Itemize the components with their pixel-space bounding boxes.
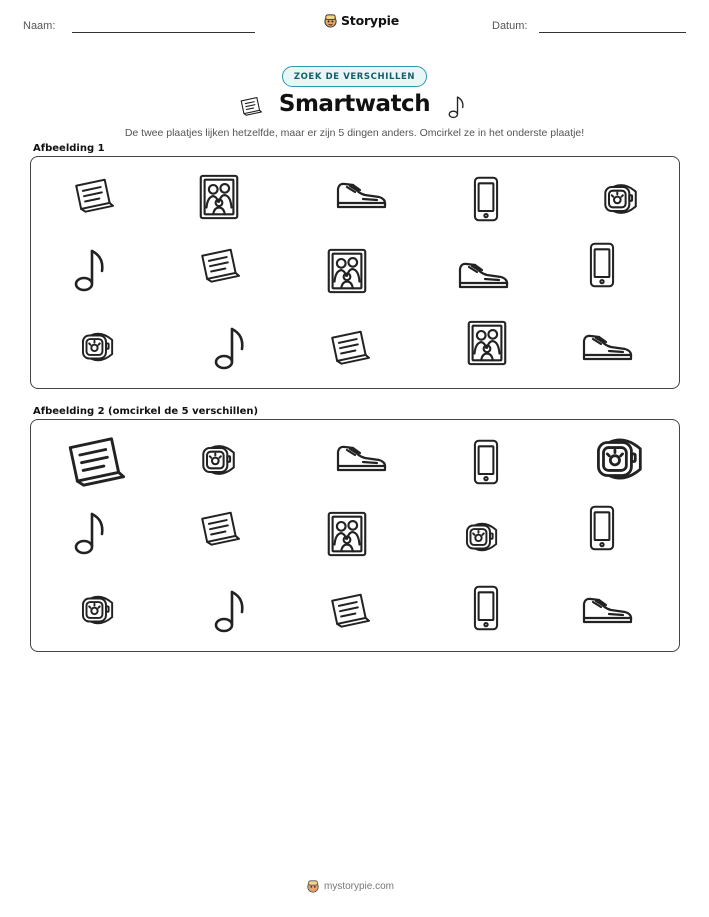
phone-icon (587, 241, 617, 289)
logo-text: Storypie (341, 13, 399, 28)
music-note-icon (71, 245, 111, 295)
panel2-label: Afbeelding 2 (omcirkel de 5 verschillen) (33, 406, 259, 417)
panel2-box[interactable] (30, 419, 680, 652)
phone-icon[interactable] (471, 438, 501, 486)
date-line[interactable] (539, 32, 686, 33)
footer-url[interactable]: mystorypie.com (324, 880, 395, 892)
music-note-icon (446, 94, 468, 120)
book-icon (327, 327, 373, 367)
date-label: Datum: (492, 20, 528, 32)
phone-icon[interactable] (587, 504, 617, 552)
book-icon[interactable] (327, 590, 373, 630)
sneaker-icon (579, 327, 635, 367)
family-photo-icon (325, 247, 369, 295)
music-note-icon[interactable] (211, 586, 251, 636)
sneaker-icon (455, 255, 511, 295)
name-line[interactable] (72, 32, 255, 33)
panel1-box (30, 156, 680, 389)
sneaker-icon (333, 175, 389, 215)
smartwatch-icon (597, 175, 645, 223)
smartwatch-icon[interactable] (587, 424, 653, 494)
sneaker-icon[interactable] (579, 590, 635, 630)
page-title: Smartwatch (278, 91, 431, 117)
storypie-logo (323, 13, 399, 28)
music-note-icon[interactable] (71, 508, 111, 558)
smartwatch-icon[interactable] (75, 586, 121, 634)
pie-mascot-icon (323, 13, 338, 28)
phone-icon[interactable] (471, 584, 501, 632)
family-photo-icon (465, 319, 509, 367)
smartwatch-icon (75, 323, 121, 371)
footer (306, 879, 394, 893)
family-photo-icon[interactable] (325, 510, 369, 558)
panel1-label: Afbeelding 1 (33, 143, 105, 154)
book-icon[interactable] (197, 508, 243, 548)
instructions: De twee plaatjes lijken hetzelfde, maar er zijn 5 dingen anders. Omcirkel ze in het onderste plaatje! (124, 127, 585, 139)
phone-icon (471, 175, 501, 223)
book-icon (71, 175, 117, 215)
music-note-icon (211, 323, 251, 373)
pie-mascot-icon (306, 879, 320, 893)
book-icon (197, 245, 243, 285)
activity-badge: ZOEK DE VERSCHILLEN (282, 66, 427, 87)
sneaker-icon[interactable] (333, 438, 389, 478)
book-icon[interactable] (61, 432, 131, 490)
family-photo-icon (197, 173, 241, 221)
name-label: Naam: (23, 20, 56, 32)
smartwatch-icon[interactable] (459, 514, 505, 560)
smartwatch-icon[interactable] (195, 436, 243, 484)
